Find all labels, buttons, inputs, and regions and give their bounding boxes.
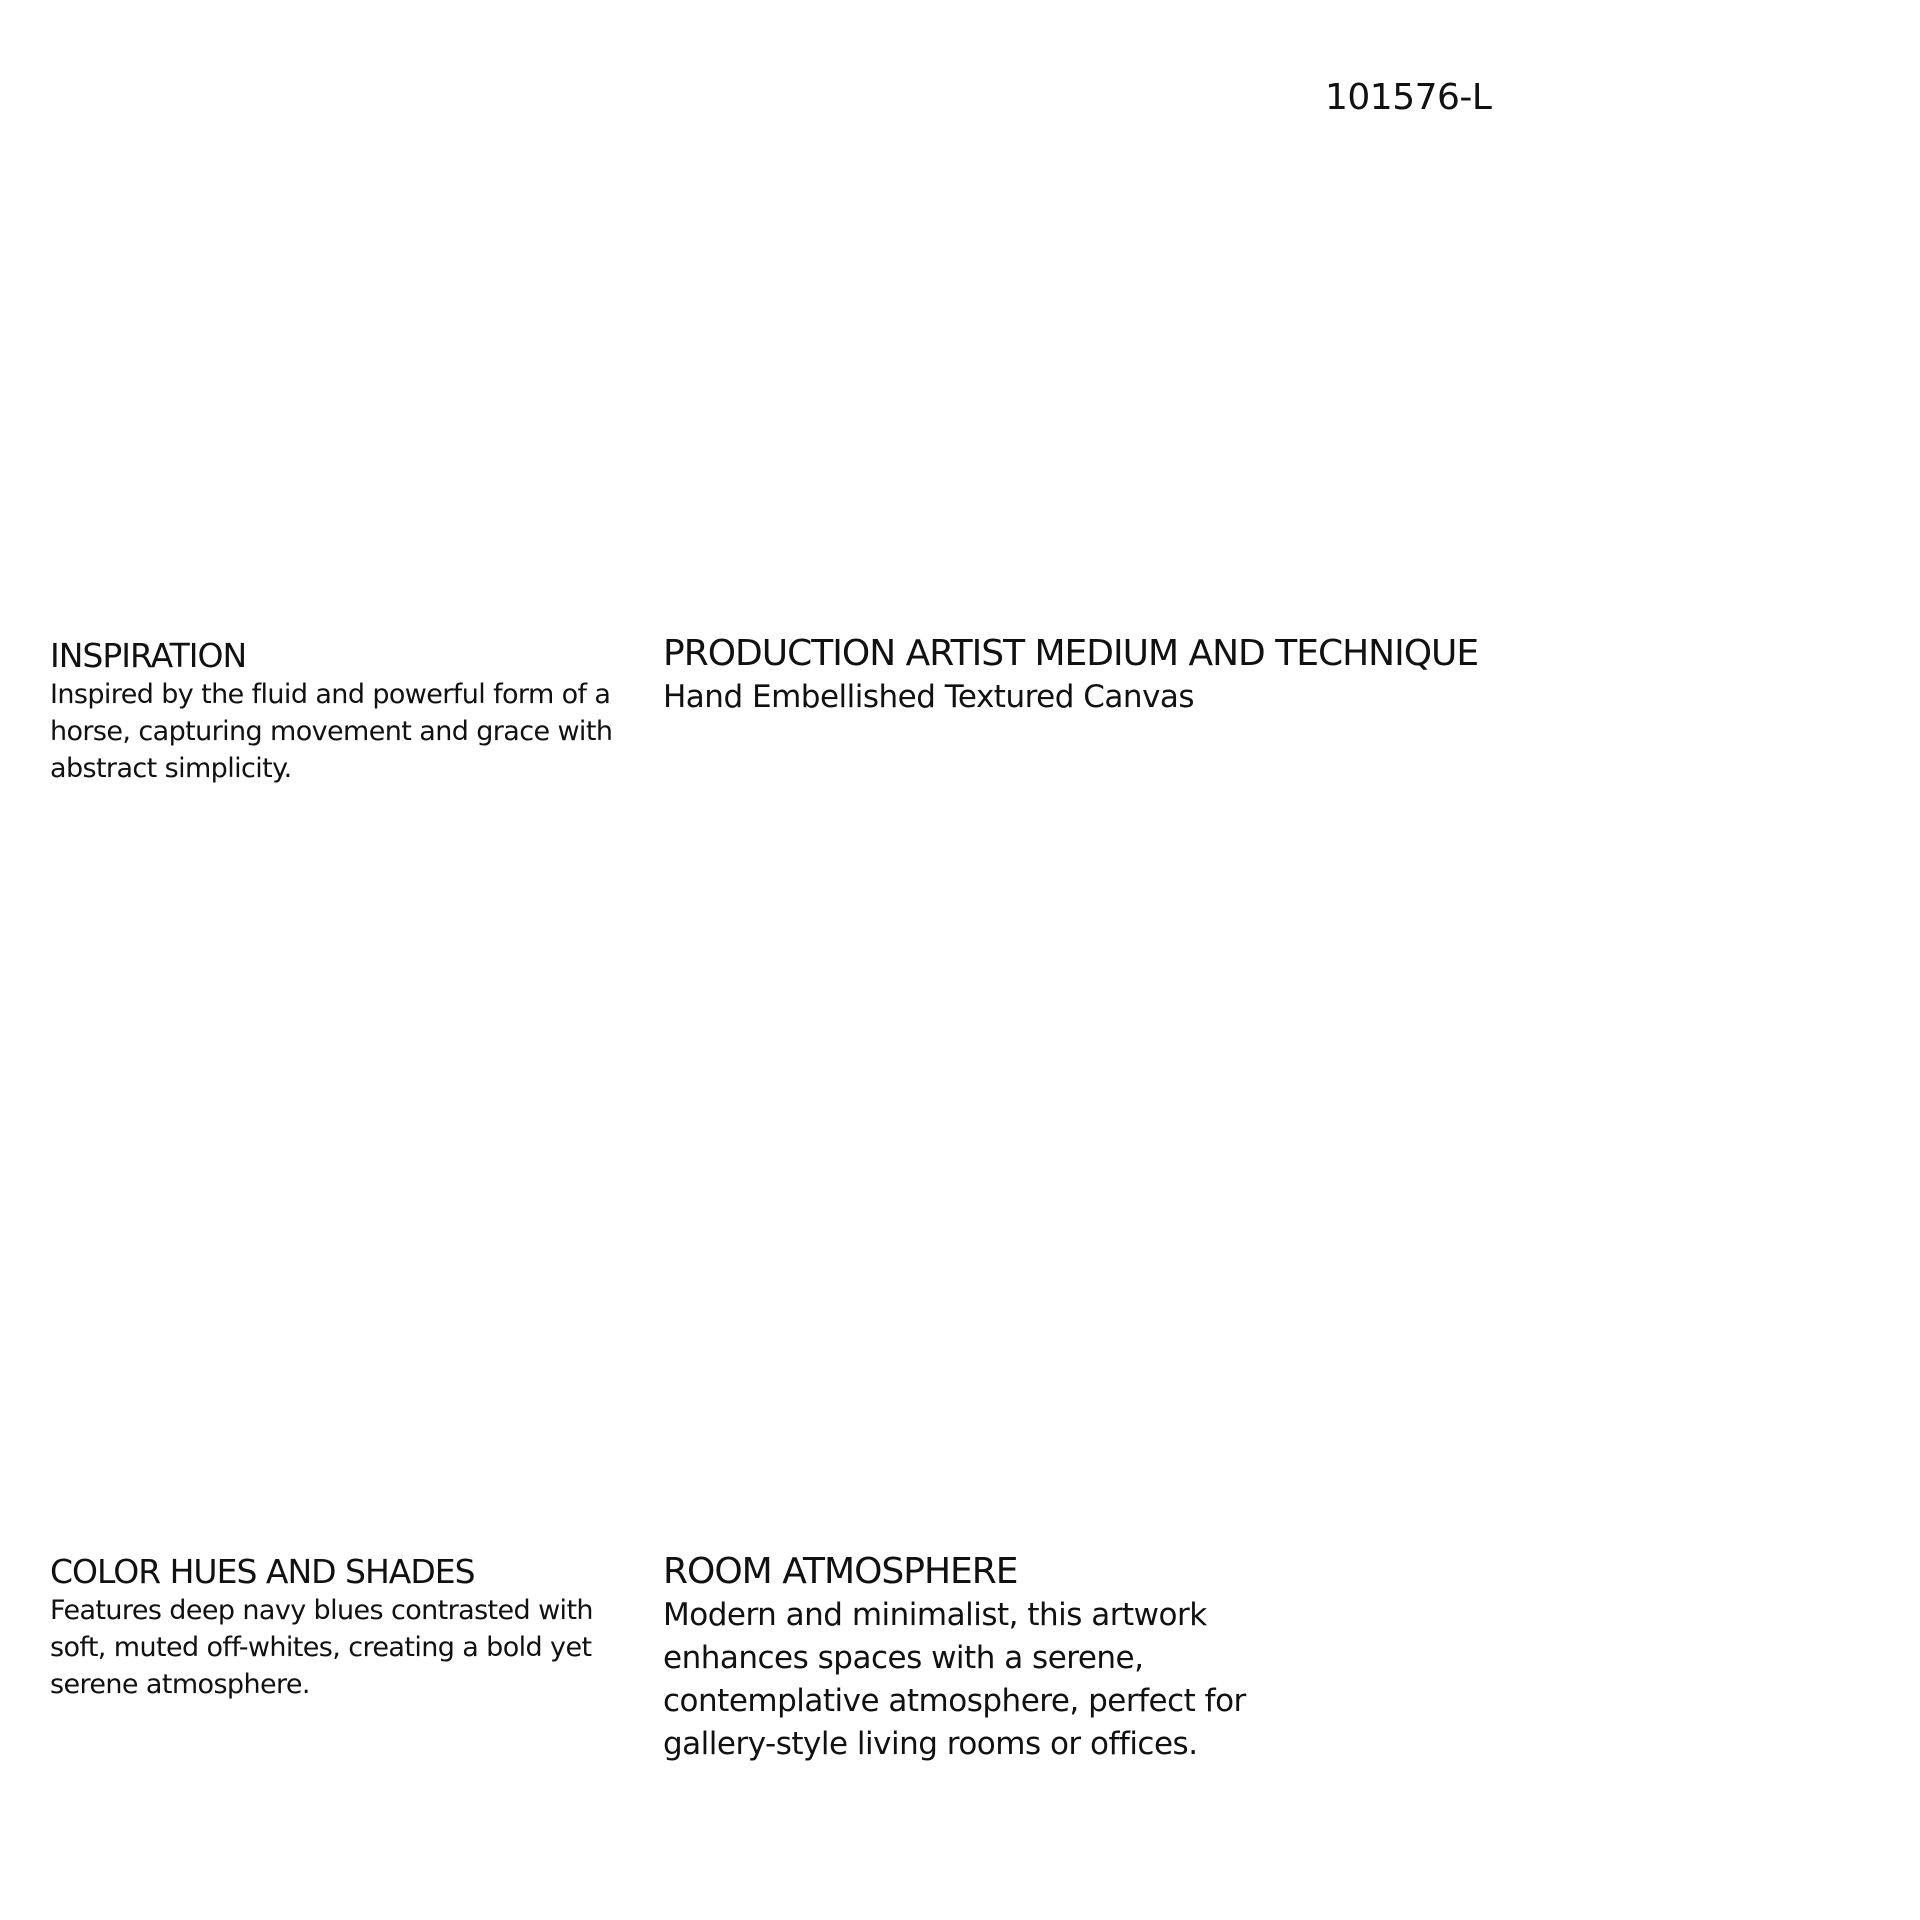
inspiration-section [50,636,630,787]
medium-technique-section [663,632,1563,719]
color-hues-heading: COLOR HUES AND SHADES [50,1552,475,1591]
product-code: 101576-L [1325,77,1492,118]
color-hues-text: Features deep navy blues contrasted with soft, muted off-whites, creating a bold yet serene atmosphere. [50,1595,593,1700]
room-atmosphere-section [663,1550,1263,1766]
medium-technique-text: Hand Embellished Textured Canvas [663,679,1195,715]
medium-technique-heading: PRODUCTION ARTIST MEDIUM AND TECHNIQUE [663,633,1479,674]
room-atmosphere-text: Modern and minimalist, this artwork enhances spaces with a serene, contemplative atmosphere, perfect for gallery-style living rooms or offices. [663,1597,1246,1762]
room-atmosphere-heading: ROOM ATMOSPHERE [663,1551,1018,1592]
color-hues-section [50,1552,650,1703]
inspiration-text: Inspired by the fluid and powerful form of a horse, capturing movement and grace with abstract simplicity. [50,679,613,784]
inspiration-heading: INSPIRATION [50,636,247,675]
